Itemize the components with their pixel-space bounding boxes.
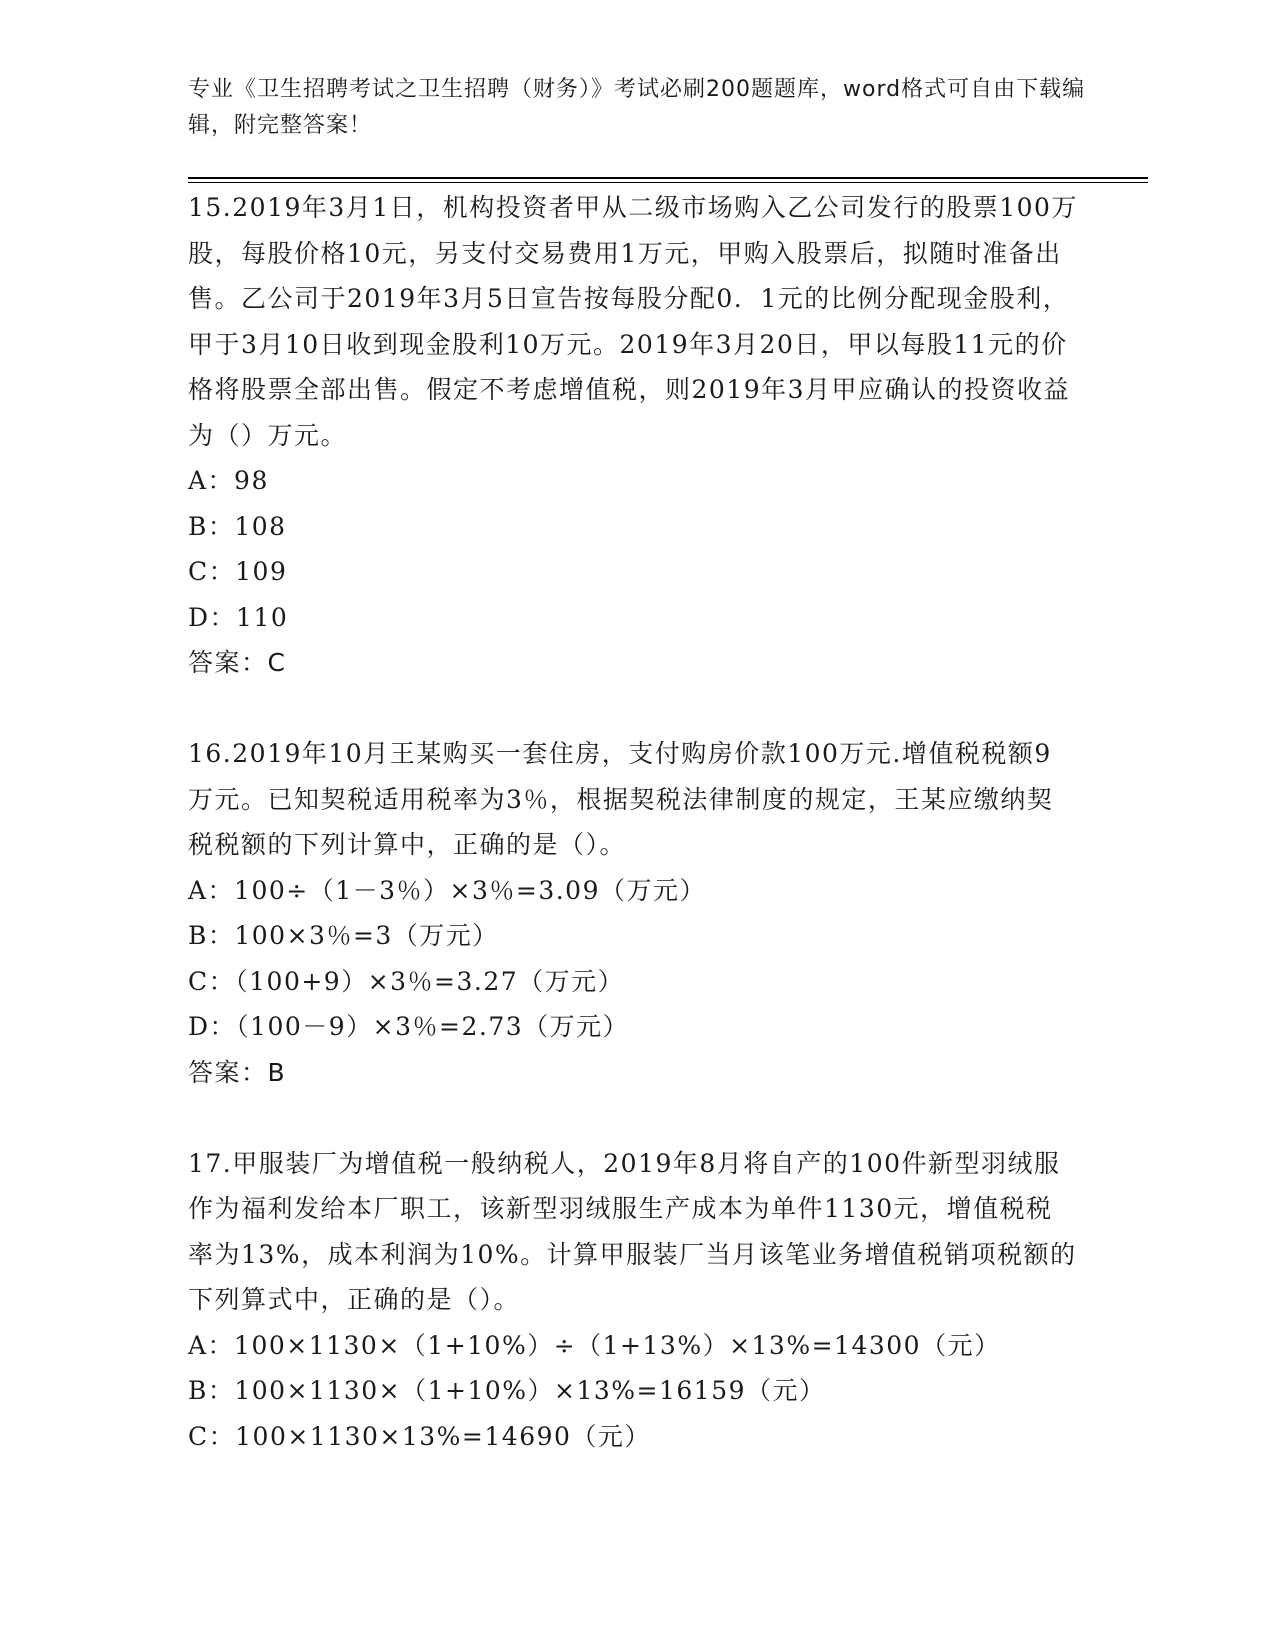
question-spacer bbox=[188, 1095, 1078, 1141]
option-d: D：（100－9）×3％=2.73（万元） bbox=[188, 1012, 630, 1041]
question-16 bbox=[188, 731, 1078, 1095]
question-text: 17.甲服装厂为增值税一般纳税人，2019年8月将自产的100件新型羽绒服作为福利发给本厂职工，该新型羽绒服生产成本为单件1130元，增值税税率为13%，成本利润为10%。计算甲服装厂当月该笔业务增值税销项税额的下列算式中，正确的是（）。 bbox=[188, 1148, 1077, 1314]
question-text: 16.2019年10月王某购买一套住房，支付购房价款100万元.增值税税额9万元。已知契税适用税率为3％，根据契税法律制度的规定，王某应缴纳契税税额的下列计算中，正确的是（）。 bbox=[188, 739, 1054, 859]
option-c: C：100×1130×13%=14690（元） bbox=[188, 1421, 651, 1451]
document-header bbox=[188, 72, 1088, 144]
option-b: B：100×1130×（1+10%）×13%=16159（元） bbox=[188, 1376, 826, 1405]
question-15 bbox=[188, 185, 1078, 686]
option-a: A：100÷（1－3％）×3％=3.09（万元） bbox=[188, 875, 706, 905]
answer-label: 答案：C bbox=[188, 648, 287, 677]
question-spacer bbox=[188, 686, 1078, 732]
question-text: 15.2019年3月1日，机构投资者甲从二级市场购入乙公司发行的股票100万股，每股价格10元，另支付交易费用1万元，甲购入股票后，拟随时准备出售。乙公司于2019年3月5日宣告按每股分配0．1元的比例分配现金股利，甲于3月10日收到现金股利10万元。2019年3月20日，甲以每股11元的价格将股票全部出售。假定不考虑增值税，则2019年3月甲应确认的投资收益为（）万元。 bbox=[188, 193, 1078, 450]
option-c: C：（100+9）×3％=3.27（万元） bbox=[188, 966, 625, 996]
question-17 bbox=[188, 1141, 1078, 1460]
option-c: C：109 bbox=[188, 557, 288, 586]
answer-label: 答案：B bbox=[188, 1057, 287, 1087]
option-a: A：100×1130×（1+10%）÷（1+13%）×13%=14300（元） bbox=[188, 1330, 1001, 1360]
header-divider-thick bbox=[188, 177, 1148, 179]
header-title: 专业《卫生招聘考试之卫生招聘（财务）》考试必刷200题题库，word格式可自由下载编辑，附完整答案！ bbox=[188, 77, 1086, 138]
option-b: B：100×3％=3（万元） bbox=[188, 921, 499, 950]
option-d: D：110 bbox=[188, 602, 289, 632]
option-b: B：108 bbox=[188, 511, 287, 541]
question-list bbox=[188, 185, 1078, 1459]
option-a: A：98 bbox=[188, 466, 269, 495]
header-divider-thin bbox=[188, 182, 1148, 183]
